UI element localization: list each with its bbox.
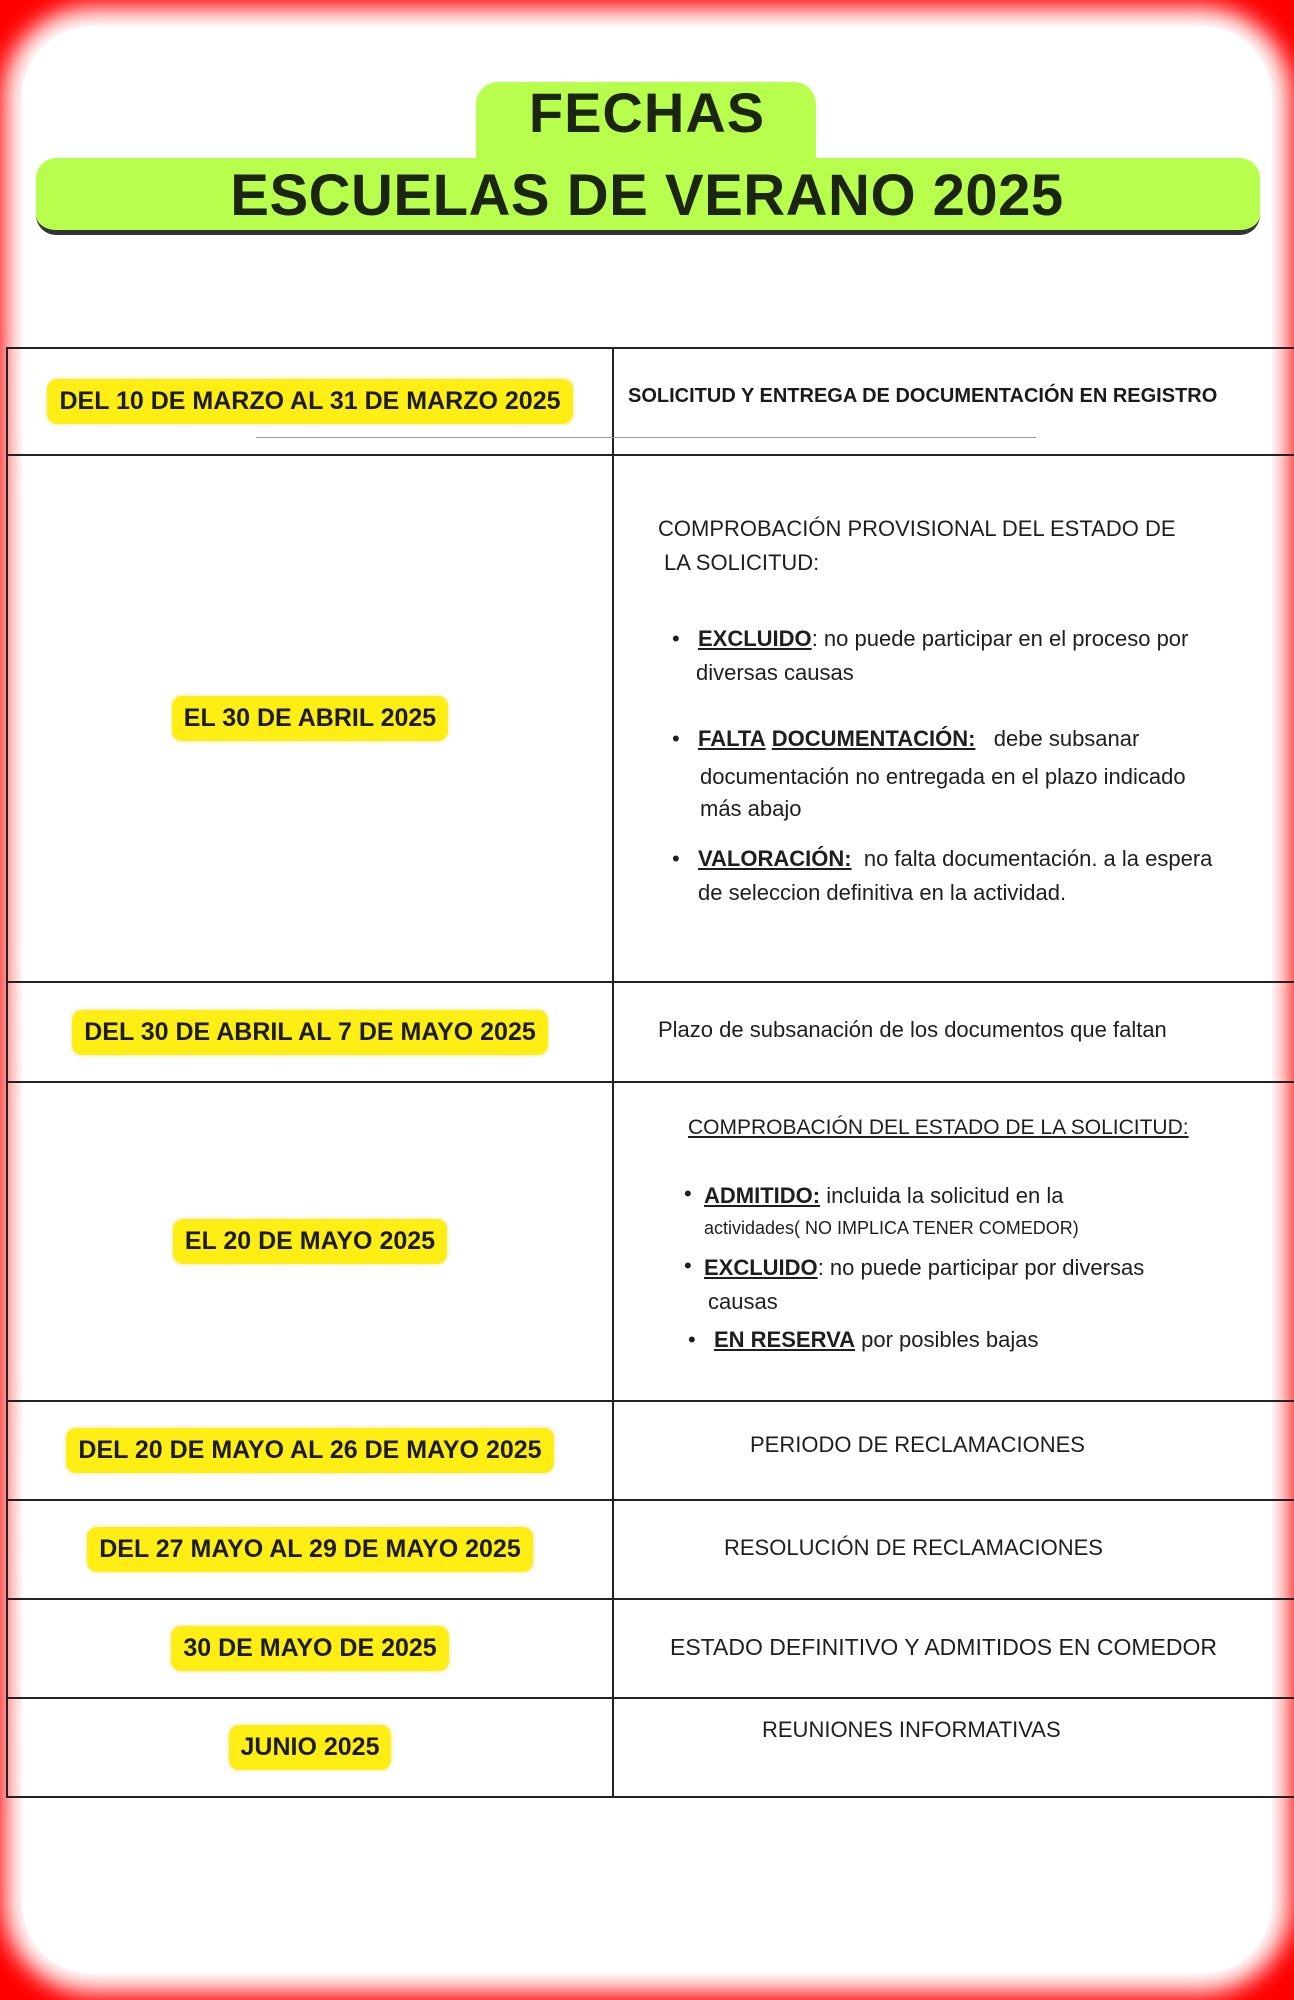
- description-cell: [614, 983, 1294, 1081]
- status-text: de seleccion definitiva en la actividad.: [698, 880, 1067, 905]
- status-term: VALORACIÓN:: [698, 846, 852, 871]
- list-item: [698, 622, 1188, 656]
- date-pill: DEL 20 DE MAYO AL 26 DE MAYO 2025: [66, 1428, 553, 1473]
- date-cell: [8, 349, 614, 454]
- description-text: SOLICITUD Y ENTREGA DE DOCUMENTACIÓN EN REGISTRO: [628, 385, 1218, 407]
- bullet-icon: •: [684, 1253, 692, 1278]
- status-text: causas: [708, 1289, 778, 1314]
- divider-line: [256, 437, 1036, 438]
- status-text: más abajo: [700, 796, 802, 821]
- heading-line: COMPROBACIÓN DEL ESTADO DE LA SOLICITUD:: [688, 1116, 1189, 1139]
- date-pill: DEL 10 DE MARZO AL 31 DE MARZO 2025: [47, 379, 572, 424]
- table-row: [6, 1501, 1294, 1600]
- date-pill: EL 20 DE MAYO 2025: [173, 1219, 447, 1264]
- status-text: actividades( NO IMPLICA TENER COMEDOR): [704, 1218, 1079, 1238]
- description-text: RESOLUCIÓN DE RECLAMACIONES: [724, 1535, 1103, 1560]
- date-pill: DEL 30 DE ABRIL AL 7 DE MAYO 2025: [72, 1010, 548, 1055]
- description-cell: [614, 1699, 1294, 1796]
- table-row: [6, 1600, 1294, 1699]
- table-row: [6, 1699, 1294, 1798]
- status-text: no falta documentación. a la espera: [863, 846, 1213, 871]
- list-item: [698, 842, 1212, 876]
- table-row: [6, 456, 1294, 983]
- list-item: [704, 1179, 1063, 1213]
- bullet-icon: •: [684, 1181, 692, 1206]
- title-fechas: FECHAS: [528, 81, 766, 144]
- status-text: por posibles bajas: [861, 1327, 1039, 1352]
- description-text: Plazo de subsanación de los documentos que faltan: [658, 1017, 1167, 1042]
- status-term: EN RESERVA: [714, 1327, 856, 1352]
- status-text: documentación no entregada en el plazo indicado: [700, 764, 1186, 789]
- table-row: [6, 1402, 1294, 1501]
- description-cell: [614, 1600, 1294, 1697]
- heading-line: COMPROBACIÓN PROVISIONAL DEL ESTADO DE: [658, 516, 1176, 541]
- description-cell: [614, 1083, 1294, 1400]
- date-pill: 30 DE MAYO DE 2025: [171, 1626, 448, 1671]
- description-cell: [614, 349, 1294, 454]
- list-item: [698, 722, 1139, 756]
- list-item: [704, 1251, 1144, 1285]
- date-cell: [8, 456, 614, 981]
- title-escuelas-de-verano: ESCUELAS DE VERANO 2025: [230, 163, 1064, 228]
- date-cell: [8, 1600, 614, 1697]
- schedule-table: [6, 347, 1294, 1798]
- status-term: FALTA: [698, 726, 766, 751]
- table-row: [6, 1083, 1294, 1402]
- date-cell: [8, 983, 614, 1081]
- date-cell: [8, 1501, 614, 1598]
- date-pill: DEL 27 MAYO AL 29 DE MAYO 2025: [87, 1527, 532, 1572]
- status-term: ADMITIDO:: [704, 1183, 821, 1208]
- date-cell: [8, 1083, 614, 1400]
- table-row: [6, 349, 1294, 456]
- description-cell: [614, 1501, 1294, 1598]
- bullet-icon: •: [672, 626, 680, 651]
- description-text: PERIODO DE RECLAMACIONES: [750, 1432, 1085, 1457]
- status-term: EXCLUIDO: [704, 1255, 818, 1280]
- description-cell: [614, 456, 1294, 981]
- bullet-icon: •: [688, 1327, 696, 1352]
- description-text: ESTADO DEFINITIVO Y ADMITIDOS EN COMEDOR: [670, 1634, 1217, 1660]
- description-text: REUNIONES INFORMATIVAS: [762, 1717, 1061, 1742]
- status-text: incluida la solicitud en la: [826, 1183, 1064, 1208]
- status-term: EXCLUIDO: [698, 626, 812, 651]
- bullet-icon: •: [672, 846, 680, 871]
- status-text: : no puede participar por diversas: [817, 1255, 1145, 1280]
- status-text: debe subsanar: [993, 726, 1140, 751]
- status-text: diversas causas: [696, 660, 854, 685]
- date-cell: [8, 1699, 614, 1796]
- date-pill: EL 30 DE ABRIL 2025: [172, 696, 448, 741]
- heading-line: LA SOLICITUD:: [664, 550, 820, 575]
- status-text: : no puede participar en el proceso por: [811, 626, 1189, 651]
- table-row: [6, 983, 1294, 1083]
- description-cell: [614, 1402, 1294, 1499]
- status-term: DOCUMENTACIÓN:: [771, 726, 976, 751]
- bullet-icon: •: [672, 726, 680, 751]
- date-cell: [8, 1402, 614, 1499]
- list-item: [714, 1323, 1038, 1357]
- date-pill: JUNIO 2025: [229, 1725, 392, 1770]
